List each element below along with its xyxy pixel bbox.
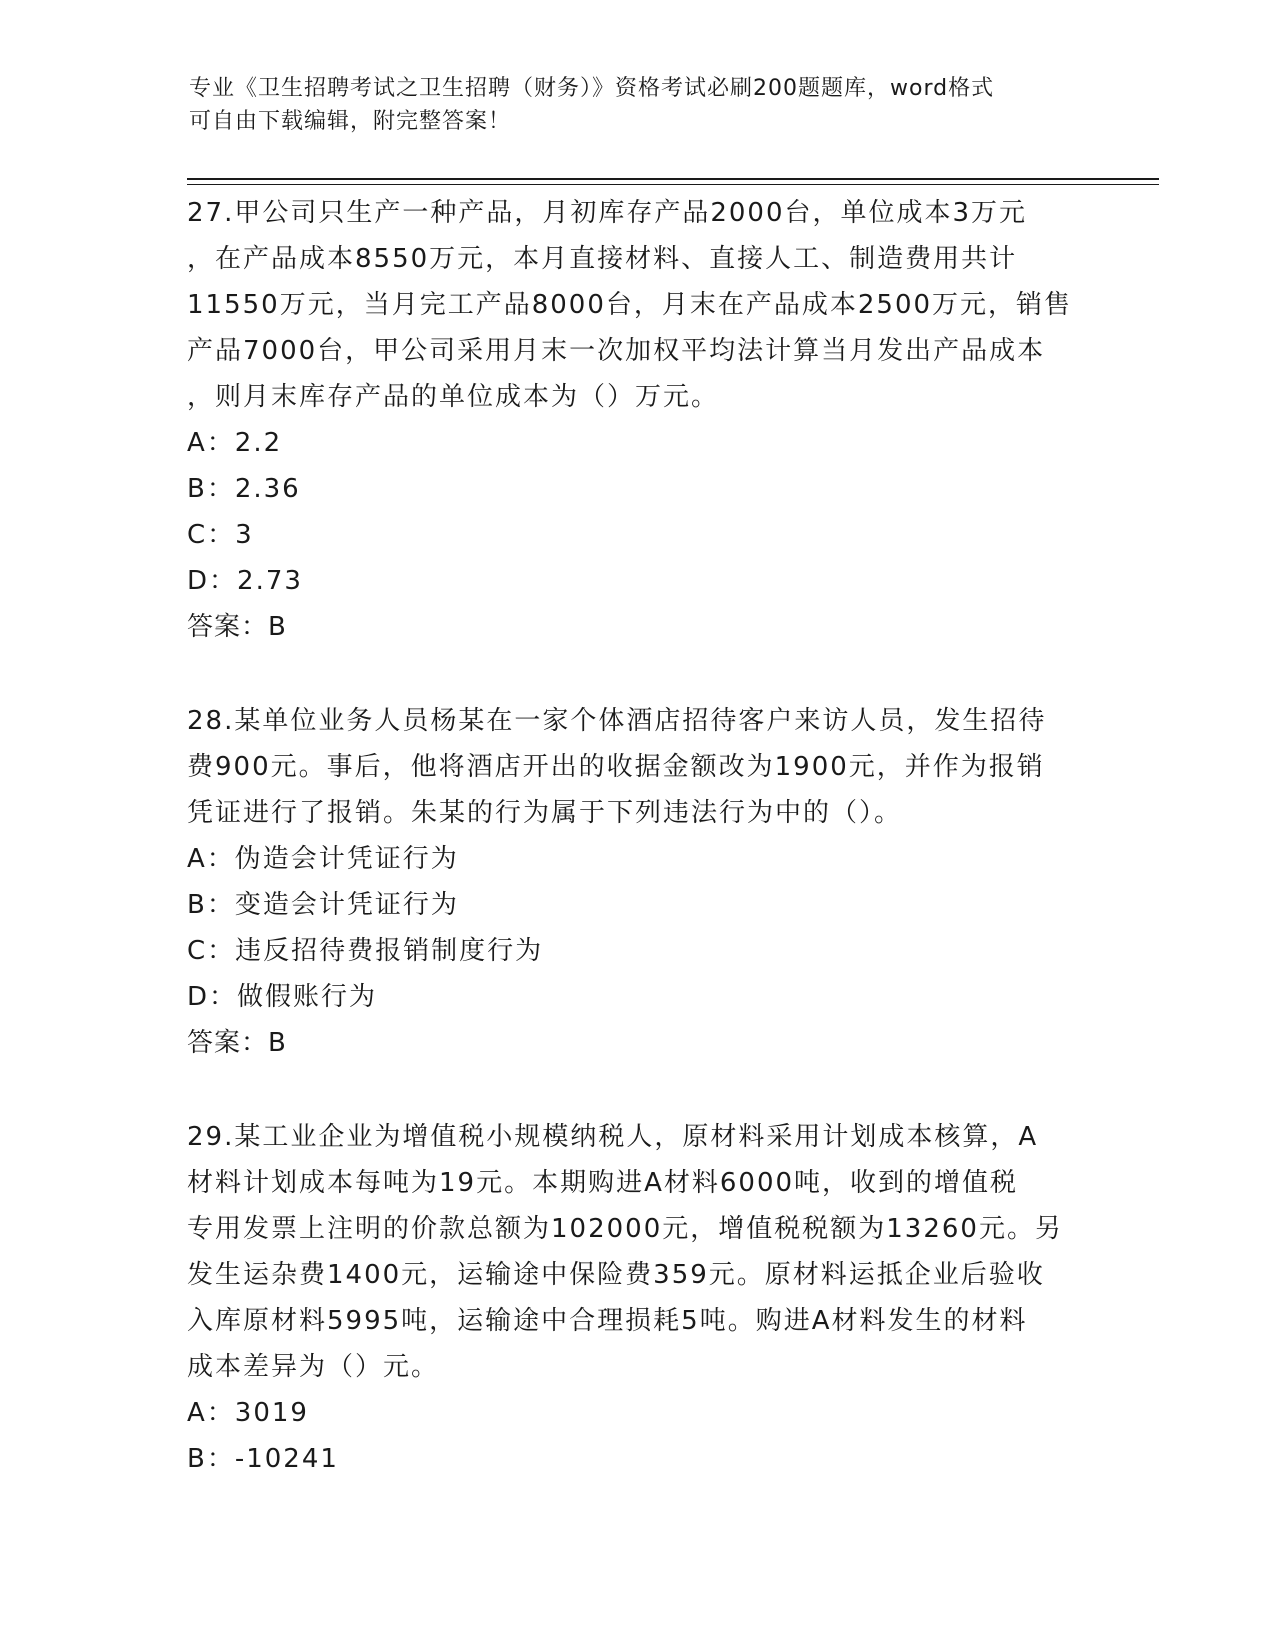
option-a: A：伪造会计凭证行为: [187, 844, 459, 874]
header-divider-thin: [187, 184, 1159, 185]
option-c: C：违反招待费报销制度行为: [187, 936, 544, 966]
header-line-1: 专业《卫生招聘考试之卫生招聘（财务）》资格考试必刷200题题库，word格式: [189, 76, 995, 101]
answer-label: 答案：B: [187, 612, 287, 642]
question-stem-line: 发生运杂费1400元，运输途中保险费359元。原材料运抵企业后验收: [187, 1260, 1045, 1290]
question-stem-line: 凭证进行了报销。朱某的行为属于下列违法行为中的（）。: [187, 798, 903, 828]
question-stem-line: ，在产品成本8550万元，本月直接材料、直接人工、制造费用共计: [187, 244, 1018, 274]
question-stem-line: 11550万元，当月完工产品8000台，月末在产品成本2500万元，销售: [187, 290, 1073, 320]
question-stem-line: 28.某单位业务人员杨某在一家个体酒店招待客户来访人员，发生招待: [187, 706, 1047, 736]
question-28: [187, 698, 1087, 1066]
question-stem-line: 27.甲公司只生产一种产品，月初库存产品2000台，单位成本3万元: [187, 198, 1028, 228]
question-stem-line: 入库原材料5995吨，运输途中合理损耗5吨。购进A材料发生的材料: [187, 1306, 1028, 1336]
question-stem-line: 成本差异为（）元。: [187, 1352, 440, 1382]
option-d: D：做假账行为: [187, 982, 378, 1012]
question-stem-line: 29.某工业企业为增值税小规模纳税人，原材料采用计划成本核算，A: [187, 1122, 1039, 1152]
option-b: B：-10241: [187, 1444, 339, 1474]
document-header: [189, 72, 1089, 138]
option-c: C：3: [187, 520, 254, 550]
option-d: D：2.73: [187, 566, 303, 596]
question-stem-line: 专用发票上注明的价款总额为102000元，增值税税额为13260元。另: [187, 1214, 1063, 1244]
question-27: [187, 190, 1087, 650]
question-29: [187, 1114, 1087, 1482]
question-stem-line: 产品7000台，甲公司采用月末一次加权平均法计算当月发出产品成本: [187, 336, 1046, 366]
question-stem-line: 费900元。事后，他将酒店开出的收据金额改为1900元，并作为报销: [187, 752, 1045, 782]
question-stem-line: ，则月末库存产品的单位成本为（）万元。: [187, 382, 720, 412]
header-line-2: 可自由下载编辑，附完整答案！: [189, 109, 512, 134]
option-b: B：2.36: [187, 474, 301, 504]
option-b: B：变造会计凭证行为: [187, 890, 459, 920]
option-a: A：2.2: [187, 428, 283, 458]
option-a: A：3019: [187, 1398, 309, 1428]
header-divider-thick: [187, 178, 1159, 180]
question-stem-line: 材料计划成本每吨为19元。本期购进A材料6000吨，收到的增值税: [187, 1168, 1019, 1198]
question-list: [187, 190, 1087, 1530]
answer-label: 答案：B: [187, 1028, 287, 1058]
